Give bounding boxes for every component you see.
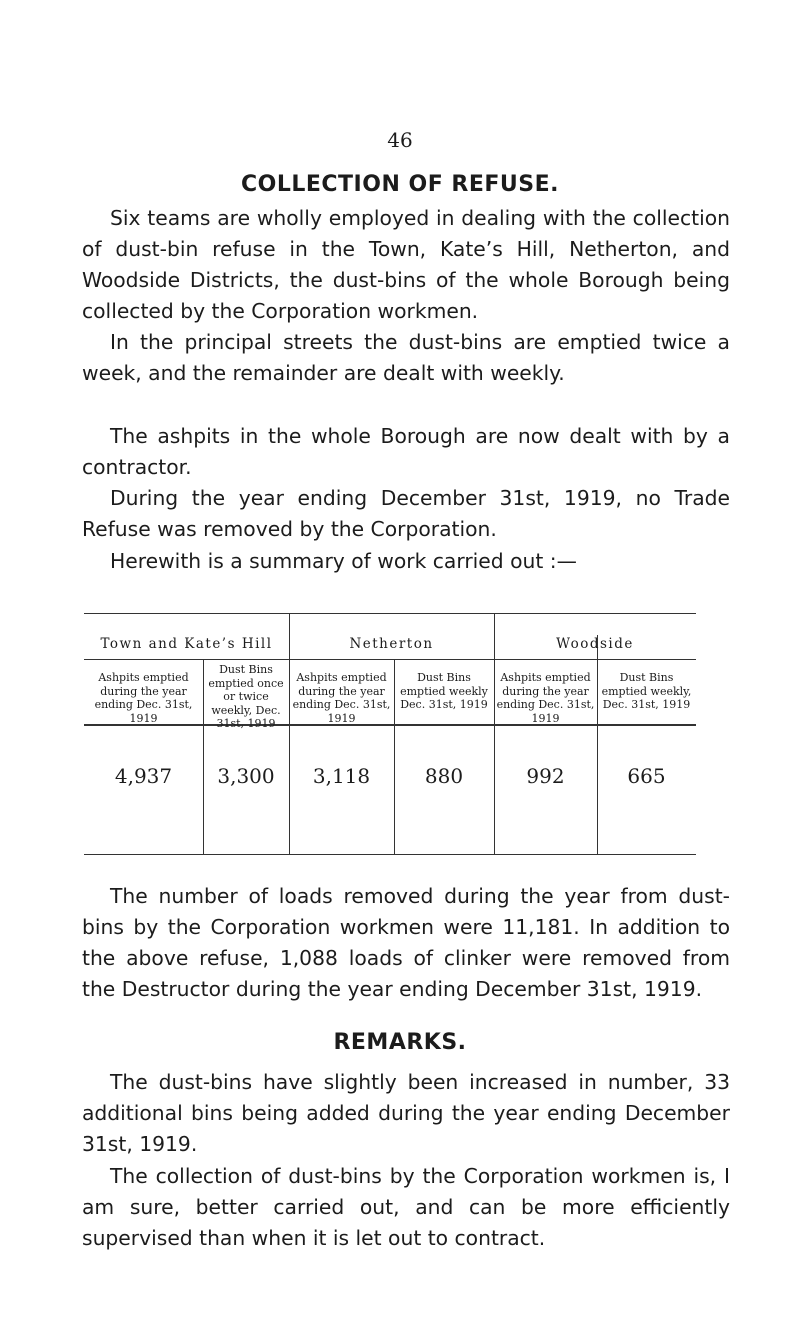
column-header: Dust Bins emptied once or twice weekly, Dec. 31st, 1919 xyxy=(208,663,284,730)
section-heading: COLLECTION OF REFUSE. xyxy=(240,172,559,197)
table-value: 3,118 xyxy=(312,764,371,788)
column-header: Ashpits emptied during the year ending Dec. 31st, 1919 xyxy=(94,671,193,725)
paragraph-principal-streets: In the principal streets the dust-bins are emptied twice a week, and the remainder are dealt with weekly. xyxy=(82,330,730,385)
group-header-woodside: Woodside xyxy=(556,636,634,652)
summary-table xyxy=(84,613,784,855)
table-bottom-rule xyxy=(84,854,696,855)
column-header: Ashpits emptied during the year ending Dec. 31st, 1919 xyxy=(292,671,391,725)
remarks-paragraph-increase: The dust-bins have slightly been increased in number, 33 additional bins being added during the year ending December 31st, 1919. xyxy=(82,1070,730,1156)
group-header-town-kates-hill: Town and Kate’s Hill xyxy=(100,636,273,652)
paragraph-trade-refuse: During the year ending December 31st, 1919, no Trade Refuse was removed by the Corporation. xyxy=(82,486,730,541)
table-value: 992 xyxy=(526,764,565,788)
remarks-heading: REMARKS. xyxy=(333,1030,467,1055)
table-col-divider xyxy=(597,635,598,854)
table-top-rule xyxy=(84,613,696,614)
page-number: 46 xyxy=(387,128,413,152)
paragraph-loads-removed: The number of loads removed during the year from dust-bins by the Corporation workmen were 11,181. In addition to the above refuse, 1,088 loads of clinker were removed from the Destructor during the year ending December 31st, 1919. xyxy=(82,884,730,1001)
column-header: Dust Bins emptied weekly, Dec. 31st, 1919 xyxy=(601,671,692,711)
table-value: 665 xyxy=(627,764,666,788)
column-header: Dust Bins emptied weekly Dec. 31st, 1919 xyxy=(400,671,488,711)
column-header: Ashpits emptied during the year ending Dec. 31st, 1919 xyxy=(496,671,595,725)
table-value: 880 xyxy=(424,764,464,788)
paragraph-ashpits: The ashpits in the whole Borough are now dealt with by a contractor. xyxy=(82,424,730,479)
table-value: 4,937 xyxy=(114,764,173,788)
table-group-rule xyxy=(84,659,696,660)
group-header-netherton: Netherton xyxy=(349,636,434,652)
paragraph-teams: Six teams are wholly employed in dealing with the collection of dust-bin refuse in the Town, Kate’s Hill, Netherton, and Woodside Districts, the dust-bins of the whole Borough being collected by the Corporation workmen. xyxy=(82,206,730,323)
table-value: 3,300 xyxy=(217,764,275,788)
paragraph-summary-intro: Herewith is a summary of work carried out :— xyxy=(110,549,577,573)
remarks-paragraph-collection: The collection of dust-bins by the Corporation workmen is, I am sure, better carried out, and can be more efficiently supervised than when it is let out to contract. xyxy=(82,1164,730,1250)
